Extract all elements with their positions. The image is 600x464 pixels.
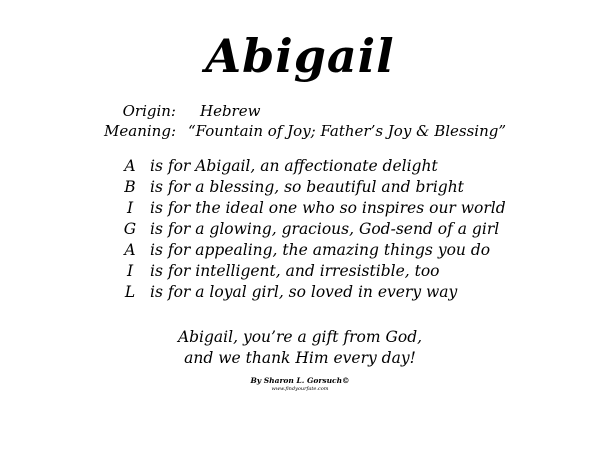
acrostic-poem: [0, 156, 600, 303]
acrostic-text: is for a glowing, gracious, God-send of a girl: [150, 220, 500, 238]
acrostic-line: [0, 240, 600, 261]
name-title: Abigail: [205, 29, 395, 83]
acrostic-letter: A: [124, 241, 136, 259]
acrostic-text: is for the ideal one who so inspires our world: [150, 199, 506, 217]
closing-line-1: Abigail, you’re a gift from God,: [177, 328, 423, 346]
acrostic-text: is for a blessing, so beautiful and bright: [150, 178, 464, 196]
acrostic-text: is for appealing, the amazing things you do: [150, 241, 491, 259]
closing-line-2: and we thank Him every day!: [184, 349, 416, 367]
acrostic-line: [0, 282, 600, 303]
acrostic-letter: B: [124, 178, 136, 196]
acrostic-text: is for Abigail, an affectionate delight: [150, 157, 438, 175]
acrostic-line: [0, 219, 600, 240]
acrostic-letter: I: [126, 262, 134, 280]
author-credit: By Sharon L. Gorsuch©: [250, 376, 350, 385]
origin-label: Origin:: [122, 102, 176, 120]
acrostic-letter: A: [124, 157, 136, 175]
acrostic-line: [0, 261, 600, 282]
acrostic-text: is for intelligent, and irresistible, too: [150, 262, 440, 280]
acrostic-line: [0, 198, 600, 219]
website-credit: www.findyourfate.com: [271, 386, 329, 392]
acrostic-text: is for a loyal girl, so loved in every way: [150, 283, 458, 301]
acrostic-letter: L: [124, 283, 136, 301]
acrostic-letter: G: [123, 220, 137, 238]
acrostic-line: [0, 156, 600, 177]
meaning-value: “Fountain of Joy; Father’s Joy & Blessing”: [188, 122, 507, 140]
acrostic-line: [0, 177, 600, 198]
acrostic-letter: I: [126, 199, 134, 217]
origin-value: Hebrew: [200, 102, 261, 120]
meaning-label: Meaning:: [104, 122, 176, 140]
